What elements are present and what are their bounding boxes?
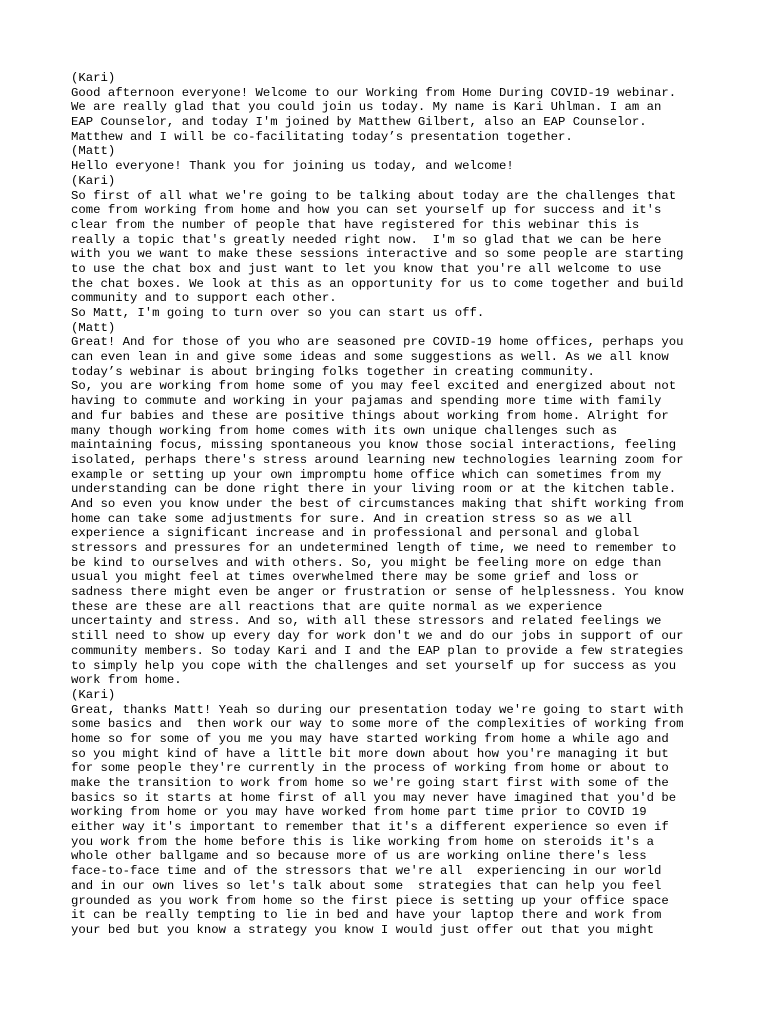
transcript-line: community and to support each other. — [71, 291, 337, 306]
transcript-line: And so even you know under the best of circumstances making that shift working from — [71, 496, 684, 511]
transcript-line: and fur babies and these are positive things about working from home. Alright for — [71, 408, 669, 423]
transcript-line: home can take some adjustments for sure. And in creation stress so as we all — [71, 511, 632, 526]
transcript-line: So Matt, I'm going to turn over so you can start us off. — [71, 306, 485, 320]
transcript-line: EAP Counselor, and today I'm joined by Matthew Gilbert, also an EAP Counselor. — [71, 115, 647, 130]
transcript-line: community members. So today Kari and I and the EAP plan to provide a few strategies — [71, 643, 684, 658]
transcript-line: (Kari) — [71, 687, 116, 702]
transcript-line: example or setting up your own impromptu home office which can sometimes from my — [71, 467, 662, 482]
transcript-line: Good afternoon everyone! Welcome to our Working from Home During COVID-19 webinar. — [71, 85, 677, 100]
transcript-line: Matthew and I will be co-facilitating today’s presentation together. — [71, 129, 573, 144]
transcript-line: so you might kind of have a little bit more down about how you're managing it but — [71, 746, 669, 761]
transcript-line: (Matt) — [71, 144, 116, 159]
transcript-line: understanding can be done right there in your living room or at the kitchen table. — [71, 482, 677, 497]
transcript-line: having to commute and working in your pajamas and spending more time with family — [71, 394, 662, 409]
transcript-line: for some people they're currently in the process of working from home or about to — [71, 761, 669, 776]
transcript-line: can even lean in and give some ideas and some suggestions as well. As we all know — [71, 350, 669, 365]
transcript-line: your bed but you know a strategy you know I would just offer out that you might — [71, 922, 654, 937]
transcript-line: many though working from home comes with its own unique challenges such as — [71, 423, 618, 438]
transcript-line: grounded as you work from home so the first piece is setting up your office space — [71, 893, 669, 908]
transcript-line: come from working from home and how you can set yourself up for success and it's — [71, 203, 662, 218]
transcript-line: Great! And for those of you who are seasoned pre COVID-19 home offices, perhaps you — [71, 335, 684, 350]
transcript-line: usual you might feel at times overwhelmed there may be some grief and loss or — [71, 570, 640, 585]
transcript-line: Hello everyone! Thank you for joining us today, and welcome! — [71, 159, 514, 174]
transcript-line: We are really glad that you could join us today. My name is Kari Uhlman. I am an — [71, 100, 662, 115]
transcript-line: So, you are working from home some of you may feel excited and energized about not — [71, 379, 677, 394]
transcript-line: whole other ballgame and so because more of us are working online there's less — [71, 849, 647, 864]
transcript-line: So first of all what we're going to be talking about today are the challenges that — [71, 188, 677, 203]
transcript-line: clear from the number of people that have registered for this webinar this is — [71, 217, 640, 232]
transcript-line: Great, thanks Matt! Yeah so during our presentation today we're going to start with — [71, 702, 684, 717]
transcript-line: basics so it starts at home first of all you may never have imagined that you'd be — [71, 790, 677, 805]
transcript-line: to simply help you cope with the challenges and set yourself up for success as you — [71, 658, 677, 673]
transcript-line: to use the chat box and just want to let you know that you're all welcome to use — [71, 261, 662, 276]
transcript-line: experience a significant increase and in professional and personal and global — [71, 526, 640, 541]
transcript-line: sadness there might even be anger or frustration or sense of helplessness. You know — [71, 585, 684, 600]
transcript-line: isolated, perhaps there's stress around learning new technologies learning zoom for — [71, 452, 684, 467]
transcript-line: these are these are all reactions that are quite normal as we experience — [71, 599, 603, 614]
transcript-page — [71, 71, 731, 938]
transcript-line: with you we want to make these sessions interactive and so some people are starting — [71, 247, 684, 262]
transcript-line: it can be really tempting to lie in bed and have your laptop there and work from — [71, 908, 662, 923]
transcript-line: (Matt) — [71, 320, 116, 335]
transcript-line: you work from the home before this is like working from home on steroids it's a — [71, 834, 654, 849]
transcript-line: really a topic that's greatly needed right now. I'm so glad that we can be here — [71, 232, 662, 247]
transcript-line: either way it's important to remember that it's a different experience so even if — [71, 820, 669, 835]
transcript-line: today’s webinar is about bringing folks together in creating community. — [71, 364, 595, 379]
transcript-line: (Kari) — [71, 71, 116, 85]
transcript-line: make the transition to work from home so we're going start first with some of the — [71, 776, 669, 790]
transcript-line: still need to show up every day for work don't we and do our jobs in support of our — [71, 629, 684, 644]
transcript-line: stressors and pressures for an undetermined length of time, we need to remember to — [71, 541, 677, 555]
transcript-line: uncertainty and stress. And so, with all these stressors and related feelings we — [71, 614, 662, 629]
transcript-line: maintaining focus, missing spontaneous you know those social interactions, feeling — [71, 438, 677, 453]
transcript-line: working from home or you may have worked from home part time prior to COVID 19 — [71, 805, 647, 820]
transcript-line: home so for some of you me you may have started working from home a while ago and — [71, 731, 669, 746]
transcript-line: the chat boxes. We look at this as an opportunity for us to come together and build — [71, 276, 684, 291]
transcript-line: be kind to ourselves and with others. So, you might be feeling more on edge than — [71, 555, 662, 570]
transcript-line: face-to-face time and of the stressors that we're all experiencing in our world — [71, 864, 662, 879]
transcript-line: some basics and then work our way to some more of the complexities of working from — [71, 717, 684, 732]
transcript-line: (Kari) — [71, 173, 116, 188]
transcript-line: and in our own lives so let's talk about some strategies that can help you feel — [71, 878, 662, 893]
transcript-line: work from home. — [71, 673, 182, 688]
